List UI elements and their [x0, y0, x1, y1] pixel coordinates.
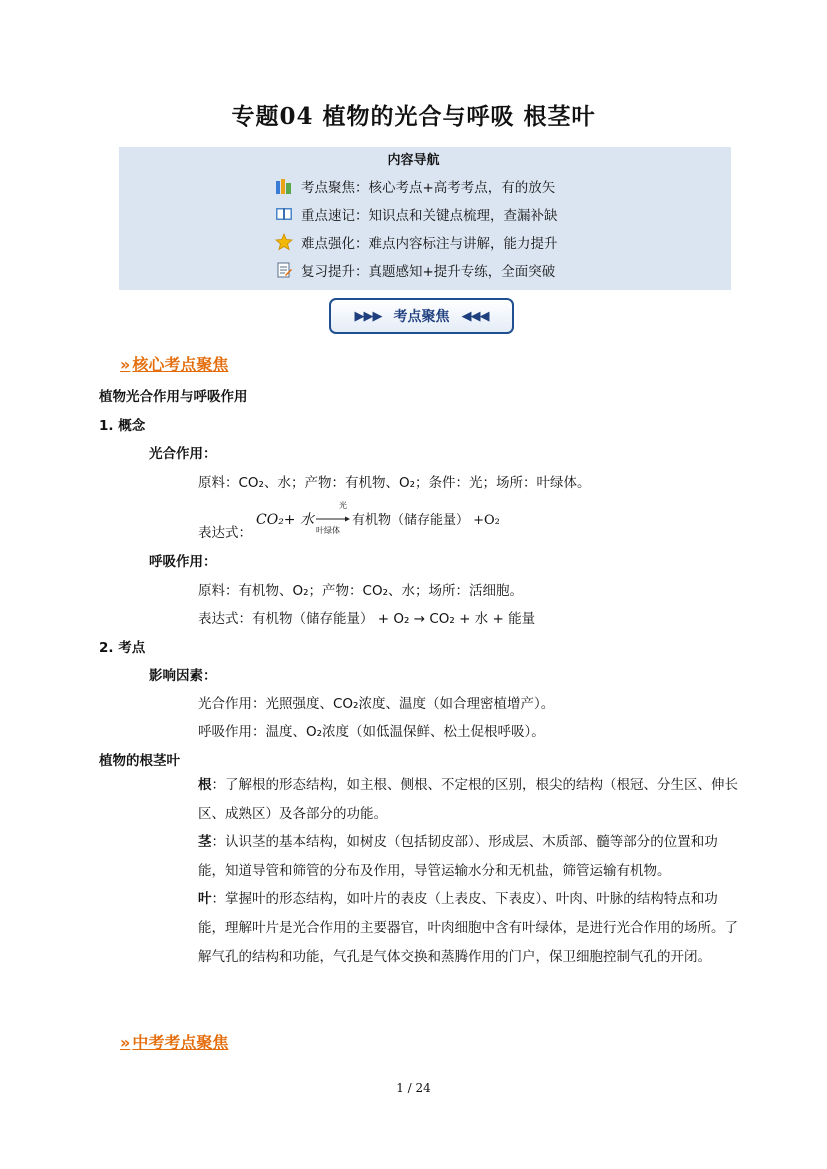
factors-label: 影响因素： — [149, 668, 217, 684]
leaf-paragraph: 叶：掌握叶的形态结构，如叶片的表皮（上表皮、下表皮）、叶肉、叶脉的结构特点和功能，理解叶片是光合作用的主要器官，叶肉细胞中含有叶绿体，是进行光合作用的场所。了解气孔的结构和功能，气孔是气体交换和蒸腾作用的门户，保卫细胞控制气孔的开闭。 — [198, 891, 738, 965]
nav-item-focus: 考点聚焦：核心考点+高考考点，有的放矢 — [275, 176, 555, 196]
stem-paragraph: 茎：认识茎的基本结构，如树皮（包括韧皮部）、形成层、木质部、髓等部分的位置和功能，知道导管和筛管的分布及作用，导管运输水分和无机盐，筛管运输有机物。 — [198, 834, 718, 879]
nav-title: 内容导航 — [387, 153, 440, 168]
core-section-heading: » 核心考点聚焦 — [120, 355, 229, 374]
nav-item-memo: 重点速记：知识点和关键点梳理，查漏补缺 — [275, 204, 558, 224]
photosynthesis-formula — [256, 500, 516, 544]
books-icon — [275, 177, 293, 195]
nav-item-review: 复习提升：真题感知+提升专练，全面突破 — [275, 260, 555, 280]
left-arrows-icon: ◀◀◀ — [461, 308, 489, 324]
formula-rhs: 有机物（储存能量） +O₂ — [352, 513, 500, 528]
expression-label: 表达式： — [198, 525, 252, 541]
banner-label: 考点聚焦 — [393, 309, 450, 325]
star-icon — [275, 233, 293, 251]
formula-condition-below: 叶绿体 — [316, 526, 340, 535]
double-chevron-icon: » — [120, 355, 131, 374]
photosynthesis-label: 光合作用： — [149, 446, 217, 462]
double-chevron-icon: » — [120, 1033, 131, 1052]
factor-photosynthesis: 光合作用：光照强度、CO₂浓度、温度（如合理密植增产）。 — [198, 696, 555, 712]
topic-photosynthesis-respiration: 植物光合作用与呼吸作用 — [99, 389, 248, 405]
reaction-arrow-icon — [316, 515, 350, 523]
section-banner — [329, 298, 514, 334]
exam-section-heading: » 中考考点聚焦 — [120, 1033, 229, 1052]
respiration-expression: 表达式：有机物（储存能量） + O₂ → CO₂ + 水 + 能量 — [198, 611, 536, 627]
formula-lhs: CO₂+ 水 — [256, 512, 314, 528]
respiration-materials: 原料：有机物、O₂；产物：CO₂、水；场所：活细胞。 — [198, 583, 524, 599]
item-exam-points: 2. 考点 — [99, 640, 146, 656]
page-number: 1 / 24 — [396, 1081, 431, 1095]
topic-root-stem-leaf: 植物的根茎叶 — [99, 753, 180, 769]
item-concept: 1. 概念 — [99, 418, 146, 434]
root-paragraph: 根：了解根的形态结构，如主根、侧根、不定根的区别，根尖的结构（根冠、分生区、伸长区、成熟区）及各部分的功能。 — [198, 777, 738, 822]
nav-item-difficult: 难点强化：难点内容标注与讲解，能力提升 — [275, 232, 558, 252]
formula-condition-above: 光 — [339, 501, 347, 510]
respiration-label: 呼吸作用： — [149, 554, 217, 570]
page-title: 专题04 植物的光合与呼吸 根茎叶 — [231, 103, 596, 130]
right-arrows-icon: ▶▶▶ — [354, 308, 382, 324]
book-open-icon — [275, 205, 293, 223]
photosynthesis-materials: 原料：CO₂、水；产物：有机物、O₂；条件：光；场所：叶绿体。 — [198, 475, 591, 491]
notepad-icon — [275, 261, 293, 279]
factor-respiration: 呼吸作用：温度、O₂浓度（如低温保鲜、松土促根呼吸）。 — [198, 724, 545, 740]
